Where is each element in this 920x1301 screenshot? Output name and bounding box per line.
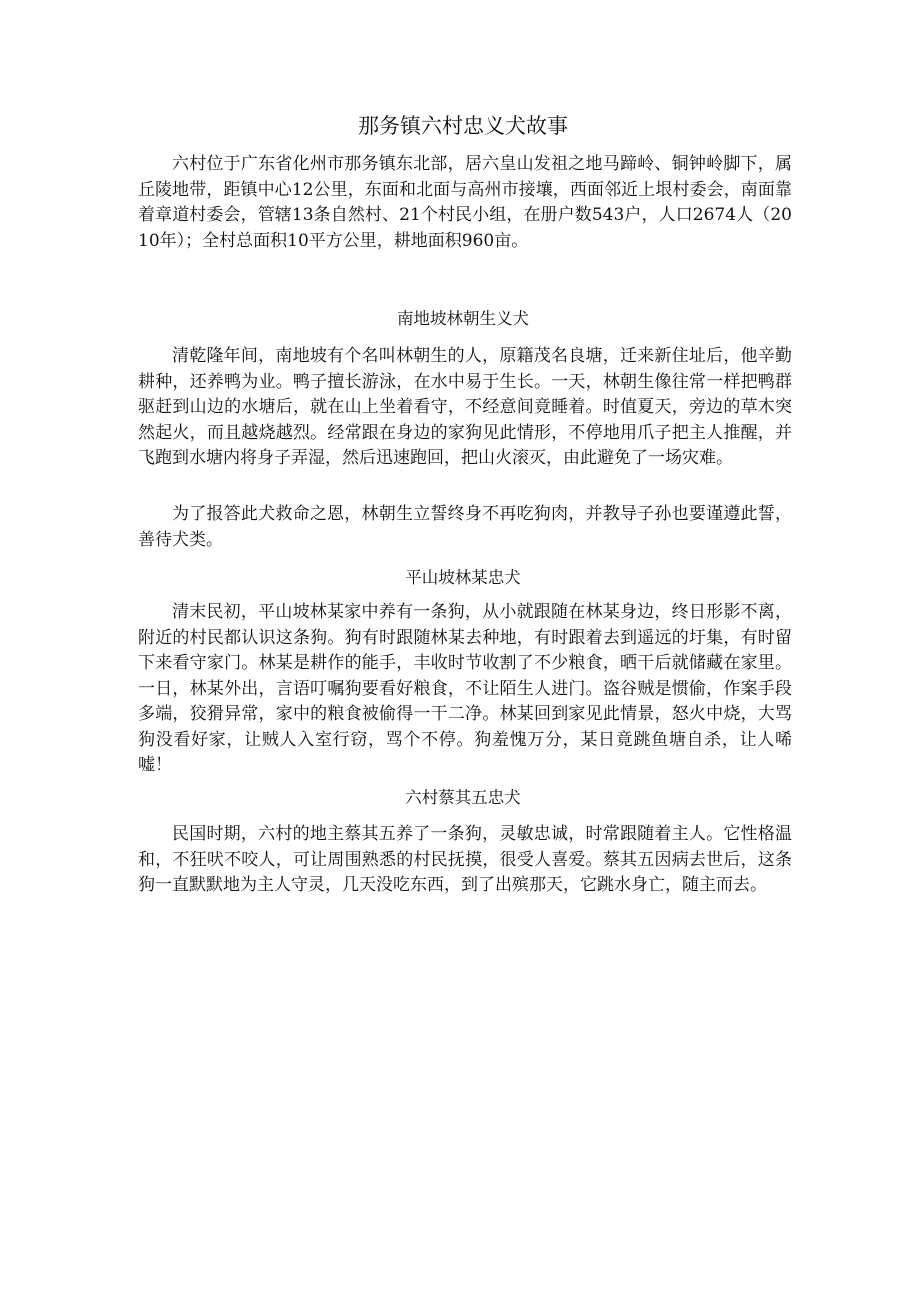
section-heading-liucun: 六村蔡其五忠犬	[405, 788, 521, 807]
section-paragraph-liucun-1: 民国时期，六村的地主蔡其五养了一条狗，灵敏忠诚，时常跟随着主人。它性格温和，不狂吠不咬人，可让周围熟悉的村民抚摸，很受人喜爱。蔡其五因病去世后，这条狗一直默默地为主人守灵，几天没吃东西，到了出殡那天，它跳水身亡，随主而去。	[138, 824, 792, 895]
document-title: 那务镇六村忠义犬故事	[358, 114, 568, 138]
section-heading-pingshanpo: 平山坡林某忠犬	[405, 568, 521, 587]
intro-paragraph: 六村位于广东省化州市那务镇东北部，居六皇山发祖之地马蹄岭、铜钟岭脚下，属丘陵地带，距镇中心12公里，东面和北面与高州市接壤，西面邻近上垠村委会，南面靠着章道村委会，管辖13条自然村、21个村民小组，在册户数543户，人口2674人（2010年）；全村总面积10平方公里，耕地面积960亩。	[138, 154, 792, 251]
section-heading-nandipo: 南地坡林朝生义犬	[397, 309, 529, 328]
section-paragraph-pingshanpo-1: 清末民初，平山坡林某家中养有一条狗，从小就跟随在林某身边，终日形影不离，附近的村民都认识这条狗。狗有时跟随林某去种地，有时跟着去到遥远的圩集，有时留下来看守家门。林某是耕作的能手，丰收时节收割了不少粮食，晒干后就储藏在家里。一日，林某外出，言语叮嘱狗要看好粮食，不让陌生人进门。盗谷贼是惯偷，作案手段多端，狡猾异常，家中的粮食被偷得一干二净。林某回到家见此情景，怒火中烧，大骂狗没看好家，让贼人入室行窃，骂个不停。狗羞愧万分，某日竟跳鱼塘自杀，让人唏嘘！	[138, 602, 792, 775]
section-paragraph-nandipo-1: 清乾隆年间，南地坡有个名叫林朝生的人，原籍茂名良塘，迁来新住址后，他辛勤耕种，还养鸭为业。鸭子擅长游泳，在水中易于生长。一天，林朝生像往常一样把鸭群驱赶到山边的水塘后，就在山上坐着看守，不经意间竟睡着。时值夏天，旁边的草木突然起火，而且越烧越烈。经常跟在身边的家狗见此情形，不停地用爪子把主人推醒，并飞跑到水塘内将身子弄湿，然后迅速跑回，把山火滚灭，由此避免了一场灾难。	[138, 346, 792, 468]
section-paragraph-nandipo-2: 为了报答此犬救命之恩，林朝生立誓终身不再吃狗肉，并教导子孙也要谨遵此誓，善待犬类。	[138, 504, 792, 550]
